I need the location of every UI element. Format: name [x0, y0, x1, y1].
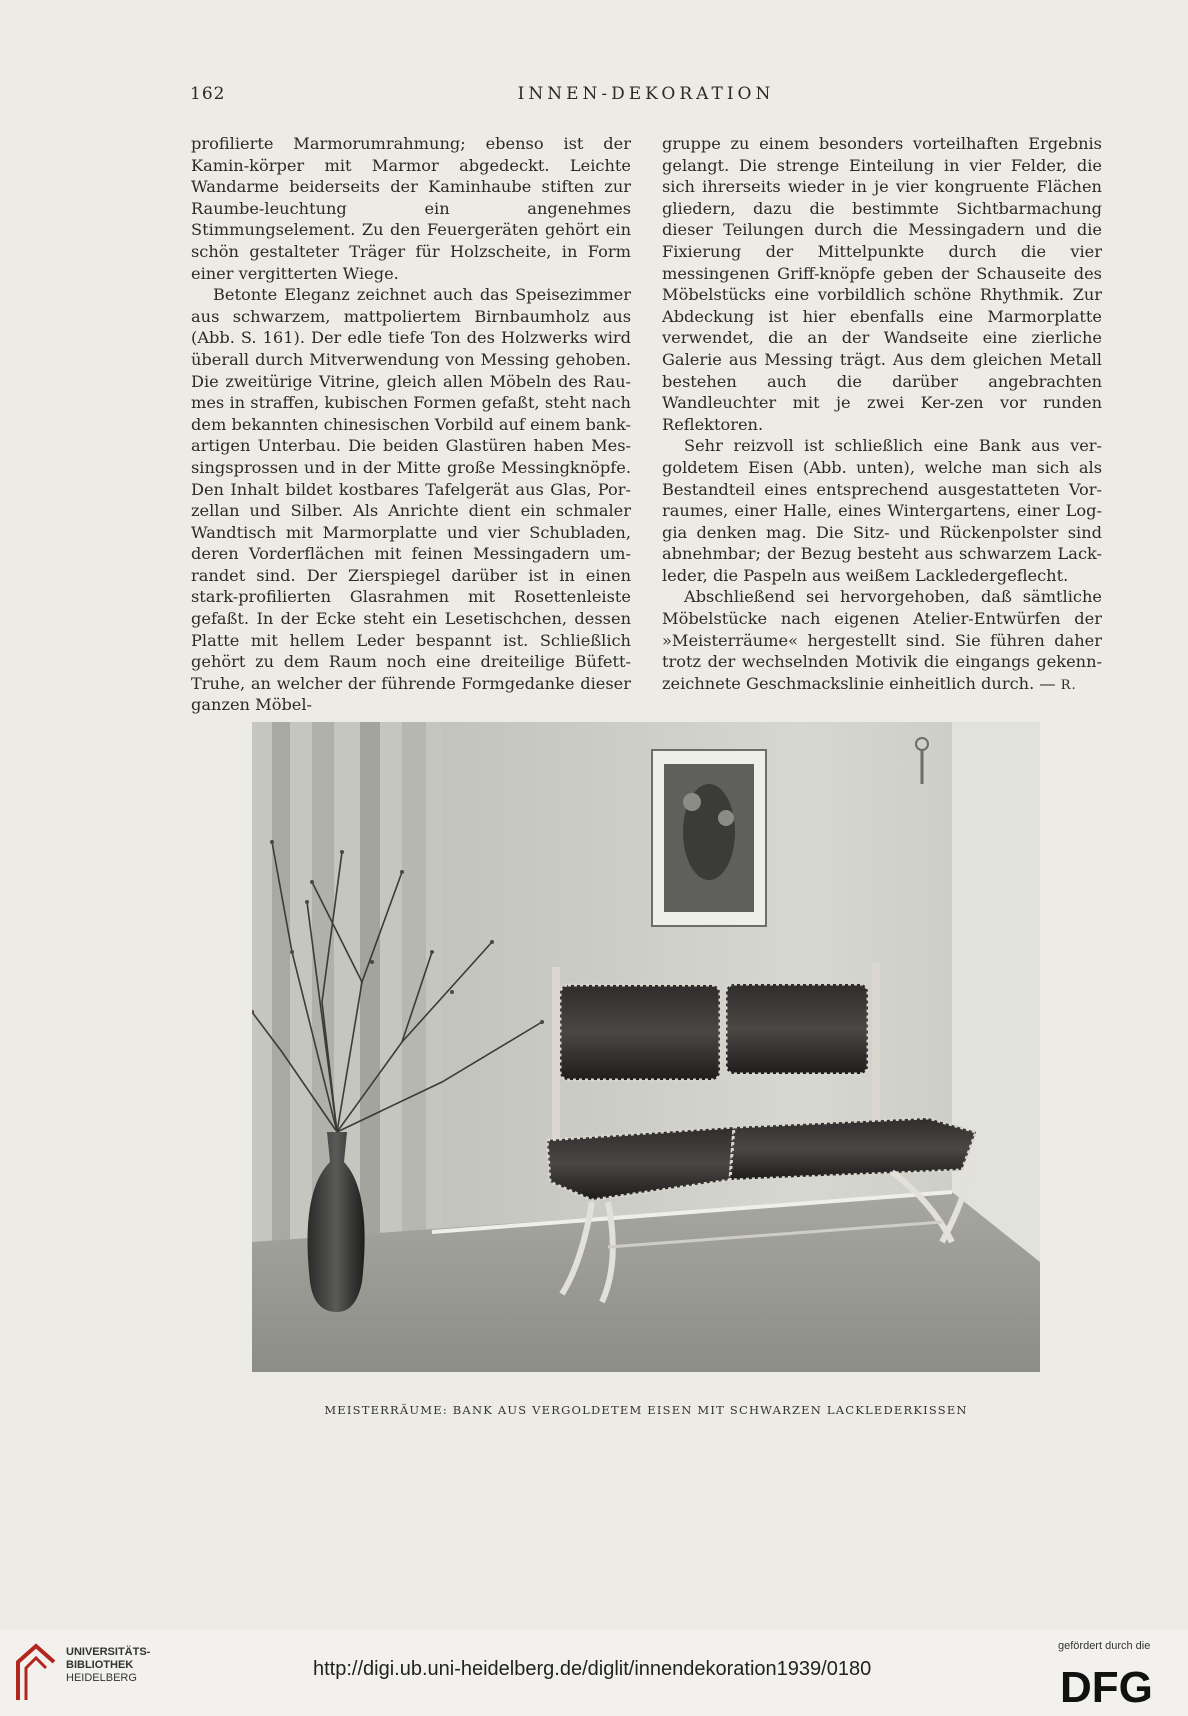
page-number: 162: [190, 84, 226, 104]
source-url-link[interactable]: http://digi.ub.uni-heidelberg.de/diglit/innendekoration1939/0180: [313, 1658, 872, 1680]
left-text-column: [191, 133, 631, 716]
library-name: UNIVERSITÄTS- BIBLIOTHEK HEIDELBERG: [66, 1646, 151, 1684]
library-logo-icon: [14, 1642, 58, 1704]
author-signature: R.: [1060, 677, 1077, 693]
figure-photo-bench: [252, 722, 1040, 1372]
paragraph: gruppe zu einem besonders vorteilhaften Ergebnis gelangt. Die strenge Einteilung in vier Felder, die sich ihrerseits wieder in je vier kongruente Flächen gliedern, dazu die bestimmte Sichtbarmachung dieser Teilungen durch die Messingadern und die Fixierung der Mittelpunkte durch die vier messingenen Griff-knöpfe geben der Schauseite des Möbelstücks eine vorbildlich schöne Rhythmik. Zur Abdeckung ist hier ebenfalls eine Marmorplatte verwendet, die an der Wandseite eine zierliche Galerie aus Messing trägt. Aus dem gleichen Metall bestehen auch die darüber angebrachten Wandleuchter mit je zwei Ker-zen vor runden Reflektoren.: [662, 134, 1102, 434]
paragraph: Sehr reizvoll ist schließlich eine Bank aus ver-goldetem Eisen (Abb. unten), welche man sich als Bestandteil eines entsprechend ausgestatteten Vor-raumes, einer Halle, eines Wintergartens, einer Log-gia denken mag. Die Sitz- und Rückenpolster sind abnehmbar; der Bezug besteht aus schwarzem Lack-leder, die Paspeln aus weißem Lackledergeflecht.: [662, 436, 1102, 585]
paragraph: [662, 586, 1102, 696]
viewer-footer: [0, 1630, 1188, 1716]
journal-title: INNEN-DEKORATION: [517, 84, 775, 104]
dfg-logo-icon: [1060, 1664, 1172, 1706]
paragraph-text: Abschließend sei hervorgehoben, daß sämtliche Möbelstücke nach eigenen Atelier-Entwürfen der »Meisterräume« hergestellt sind. Sie führen daher trotz der wechselnden Motivik die eingangs gekenn-zeichnete Geschmackslinie einheitlich durch. —: [662, 587, 1102, 693]
paragraph: Betonte Eleganz zeichnet auch das Speisezimmer aus schwarzem, mattpoliertem Birnbaumholz aus (Abb. S. 161). Der edle tiefe Ton des Holzwerks wird überall durch Mitverwendung von Messing gehoben. Die zweitürige Vitrine, gleich allen Möbeln des Rau-mes in straffen, kubischen Formen gefaßt, steht nach dem bekannten chinesischen Vorbild auf einem bank-artigen Unterbau. Die beiden Glastüren haben Mes-singsprossen und in der Mitte große Messingknöpfe. Den Inhalt bildet kostbares Tafelgerät aus Glas, Por-zellan und Silber. Als Anrichte dient ein schmaler Wandtisch mit Marmorplatte und vier Schubladen, deren Vorderflächen mit feinen Messingadern um-randet sind. Der Zierspiegel darüber ist in einen stark-profilierten Glasrahmen mit Rosettenleiste gefaßt. In der Ecke steht ein Lesetischchen, dessen Platte mit hellem Leder bespannt ist. Schließlich gehört zu dem Raum noch eine dreiteilige Büfett-Truhe, an welcher der führende Formgedanke dieser ganzen Möbel-: [191, 285, 631, 715]
paragraph: profilierte Marmorumrahmung; ebenso ist der Kamin-körper mit Marmor abgedeckt. Leichte Wandarme beiderseits der Kaminhaube stiften zur Raumbe-leuchtung ein angenehmes Stimmungselement. Zu den Feuergeräten gehört ein schön gestalteter Träger für Holzscheite, in Form einer vergitterten Wiege.: [191, 134, 631, 283]
right-text-column: [662, 133, 1102, 696]
running-head: [190, 84, 1102, 108]
figure-caption: MEISTERRÄUME: BANK AUS VERGOLDETEM EISEN MIT SCHWARZEN LACKLEDERKISSEN: [324, 1403, 968, 1417]
svg-text:DFG: DFG: [1060, 1664, 1153, 1706]
funding-label: gefördert durch die: [1058, 1640, 1151, 1652]
